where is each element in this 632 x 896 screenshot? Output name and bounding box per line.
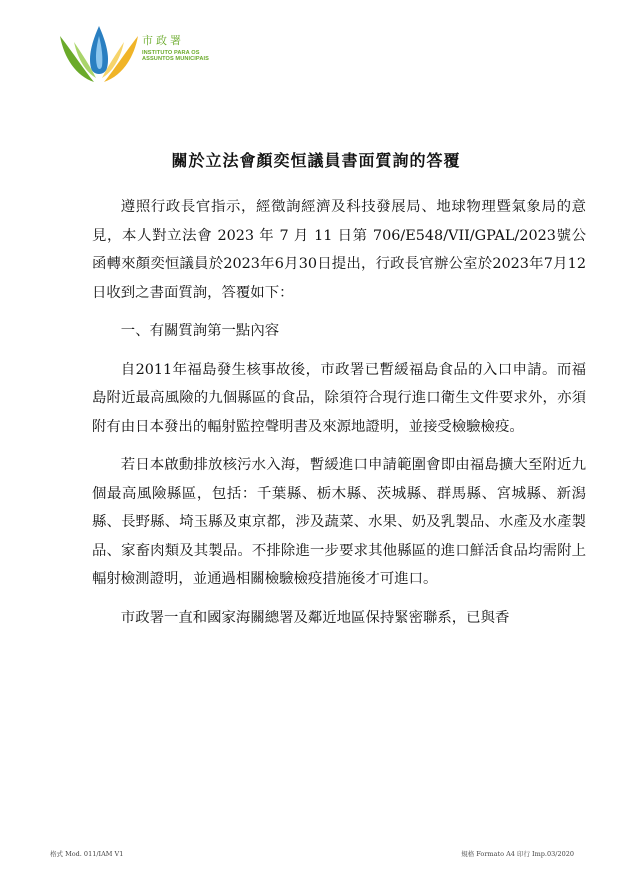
paragraph-1: 自2011年福島發生核事故後，市政署已暫緩福島食品的入口申請。而福島附近最高風險的九個縣區的食品，除須符合現行進口衛生文件要求外，亦須附有由日本發出的輻射監控聲明書及來源地證明，並接受檢驗檢疫。 <box>92 361 586 435</box>
logo-name-cn: 市政署 <box>142 35 184 47</box>
iam-logo <box>58 22 218 86</box>
logo-name-pt-line2: ASSUNTOS MUNICIPAIS <box>142 56 209 63</box>
footer-format-info: 規格 Formato A4 印行 Imp.03/2020 <box>461 850 574 858</box>
paragraph-2: 若日本啟動排放核污水入海，暫緩進口申請範圍會即由福島擴大至附近九個最高風險縣區，包括：千葉縣、栃木縣、茨城縣、群馬縣、宮城縣、新潟縣、長野縣、埼玉縣及東京都，涉及蔬菜、水果、奶及乳製品、水產及水產製品、家畜肉類及其製品。不排除進一步要求其他縣區的進口鮮活食品均需附上輻射檢測證明，並通過相關檢驗檢疫措施後才可進口。 <box>92 457 586 587</box>
paragraph-3: 市政署一直和國家海關總署及鄰近地區保持緊密聯系，已與香 <box>120 609 510 626</box>
logo-name-pt-line1: INSTITUTO PARA OS <box>142 50 200 56</box>
document-body <box>92 193 586 642</box>
logo-text-block <box>142 36 209 63</box>
paragraph-intro: 遵照行政長官指示，經徵詢經濟及科技發展局、地球物理暨氣象局的意見，本人對立法會 2023 年 7 月 11 日第 706/E548/VII/GPAL/2023號公函轉來顏奕恒議員於2023年6月30日提出，行政長官辦公室於2023年7月12日收到之書面質詢，答覆如下： <box>92 199 586 301</box>
section-heading: 一、有關質詢第一點內容 <box>120 323 280 339</box>
document-title: 關於立法會顏奕恒議員書面質詢的答覆 <box>171 151 461 170</box>
footer-form-code: 格式 Mod. 011/IAM V1 <box>50 850 124 858</box>
leaf-drop-logo-icon <box>58 22 140 86</box>
